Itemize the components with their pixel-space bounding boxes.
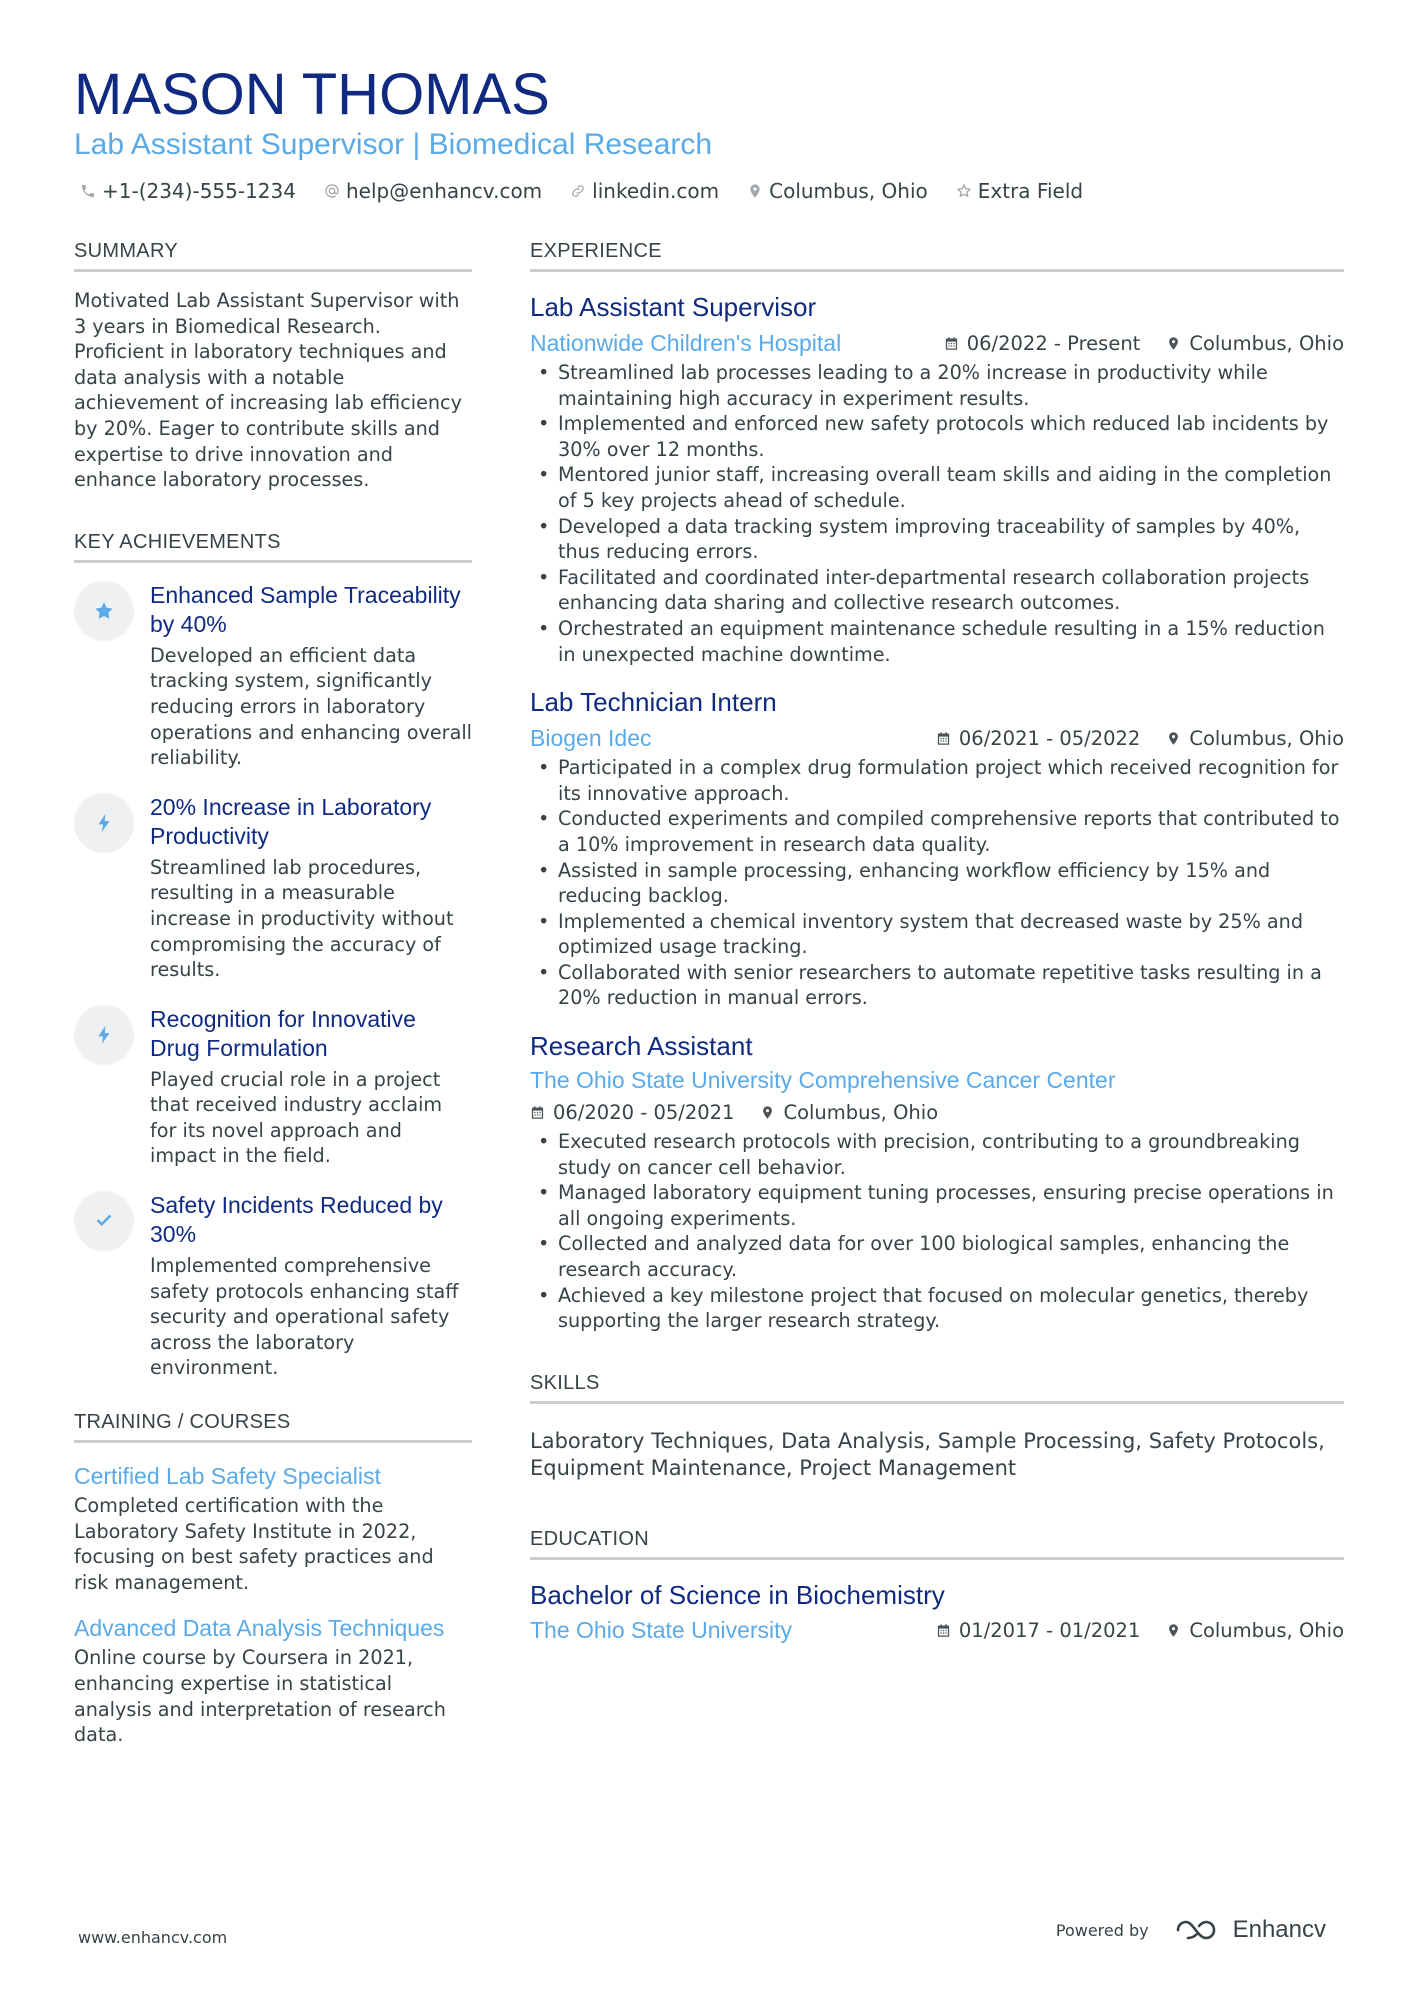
education-degree: Bachelor of Science in Biochemistry bbox=[530, 1579, 945, 1610]
bolt-icon bbox=[74, 793, 134, 853]
achievements-list bbox=[74, 581, 472, 1381]
bullet-item: • Implemented a chemical inventory system that decreased waste by 25% and optimized usage tracking. bbox=[530, 909, 1344, 960]
job-entry bbox=[530, 290, 1344, 667]
calendar-icon bbox=[936, 1623, 951, 1638]
job-dates bbox=[936, 727, 1140, 750]
course-title: Certified Lab Safety Specialist bbox=[74, 1463, 381, 1490]
education-meta bbox=[530, 1616, 1344, 1646]
bullet-item: • Collected and analyzed data for over 100 biological samples, enhancing the research accuracy. bbox=[530, 1231, 1344, 1282]
job-bullets bbox=[530, 360, 1344, 667]
section-title-education: EDUCATION bbox=[530, 1526, 1344, 1560]
job-title: Lab Assistant Supervisor bbox=[530, 292, 817, 322]
summary-text: Motivated Lab Assistant Supervisor with 3 years in Biomedical Research. Proficient in laboratory techniques and data analysis with a notable achievement of increasing lab efficiency by 20%. Eager to contribute skills and expertise to drive innovation and enhance laboratory processes. bbox=[74, 289, 462, 492]
candidate-subtitle: Lab Assistant Supervisor | Biomedical Research bbox=[74, 128, 713, 161]
achievement-title: 20% Increase in Laboratory Productivity bbox=[150, 793, 432, 849]
contact-phone[interactable] bbox=[80, 176, 296, 206]
contact-location bbox=[747, 176, 928, 206]
job-location bbox=[760, 1101, 938, 1124]
bullet-item: • Facilitated and coordinated inter-departmental research collaboration projects enhancing data sharing and collective research outcomes. bbox=[530, 565, 1344, 616]
achievement-title: Safety Incidents Reduced by 30% bbox=[150, 1192, 443, 1248]
job-meta bbox=[530, 328, 1344, 358]
map-pin-icon bbox=[1166, 336, 1181, 351]
extra-text: Extra Field bbox=[977, 179, 1084, 203]
job-title: Lab Technician Intern bbox=[530, 687, 777, 718]
section-title-summary: SUMMARY bbox=[74, 238, 472, 272]
course-desc: Completed certification with the Laboratory Safety Institute in 2022, focusing on best safety practices and risk management. bbox=[74, 1494, 434, 1594]
experience-section bbox=[530, 238, 1344, 1334]
check-icon bbox=[74, 1191, 134, 1251]
training-section bbox=[74, 1409, 472, 1748]
education-section bbox=[530, 1526, 1344, 1646]
bullet-item: • Managed laboratory equipment tuning processes, ensuring precise operations in all ongoing experiments. bbox=[530, 1180, 1344, 1231]
bolt-icon bbox=[74, 1005, 134, 1065]
location-text: Columbus, Ohio bbox=[769, 179, 928, 203]
link-icon bbox=[570, 183, 586, 199]
education-dates-text: 01/2017 - 01/2021 bbox=[958, 1619, 1141, 1643]
bullet-item: • Developed a data tracking system improving traceability of samples by 40%, thus reducing errors. bbox=[530, 514, 1344, 565]
achievement-title: Enhanced Sample Traceability by 40% bbox=[150, 581, 461, 637]
achievement-desc: Implemented comprehensive safety protocols enhancing staff security and operational safety across the laboratory environment. bbox=[150, 1254, 459, 1380]
job-bullets bbox=[530, 1129, 1344, 1334]
job-location bbox=[1166, 332, 1344, 355]
job-title: Research Assistant bbox=[530, 1031, 753, 1062]
brand-logo[interactable] bbox=[1175, 1916, 1326, 1944]
course-title: Advanced Data Analysis Techniques bbox=[74, 1615, 445, 1642]
section-title-training: TRAINING / COURSES bbox=[74, 1409, 472, 1443]
job-entry bbox=[530, 685, 1344, 1011]
bullet-item: • Streamlined lab processes leading to a 20% increase in productivity while maintaining high accuracy in experiment results. bbox=[530, 360, 1344, 411]
calendar-icon bbox=[944, 336, 959, 351]
bullet-item: • Implemented and enforced new safety protocols which reduced lab incidents by 30% over 12 months. bbox=[530, 411, 1344, 462]
education-dates bbox=[936, 1619, 1140, 1642]
achievements-section bbox=[74, 529, 472, 1381]
powered-by-text: Powered by bbox=[1055, 1920, 1149, 1940]
website-text: linkedin.com bbox=[592, 179, 720, 203]
section-title-skills: SKILLS bbox=[530, 1370, 1344, 1404]
achievement-item bbox=[74, 1005, 472, 1169]
at-icon bbox=[324, 183, 340, 199]
achievement-item bbox=[74, 793, 472, 983]
right-column bbox=[530, 238, 1344, 1646]
job-company: Biogen Idec bbox=[530, 724, 652, 751]
course-item bbox=[74, 1613, 472, 1747]
job-dates-text: 06/2021 - 05/2022 bbox=[958, 726, 1141, 750]
course-desc: Online course by Coursera in 2021, enhancing expertise in statistical analysis and interpretation of research data. bbox=[74, 1646, 446, 1747]
education-location-text: Columbus, Ohio bbox=[1189, 1619, 1344, 1643]
brand-name: Enhancv bbox=[1232, 1916, 1326, 1943]
achievement-item bbox=[74, 1191, 472, 1381]
section-title-experience: EXPERIENCE bbox=[530, 238, 1344, 272]
calendar-icon bbox=[936, 731, 951, 746]
achievement-item bbox=[74, 581, 472, 771]
section-title-achievements: KEY ACHIEVEMENTS bbox=[74, 529, 472, 563]
map-pin-icon bbox=[1166, 731, 1181, 746]
star-outline-icon bbox=[956, 183, 972, 199]
bullet-item: • Conducted experiments and compiled comprehensive reports that contributed to a 10% improvement in research data quality. bbox=[530, 806, 1344, 857]
map-pin-icon bbox=[1166, 1623, 1181, 1638]
job-location-text: Columbus, Ohio bbox=[1189, 331, 1344, 355]
job-meta bbox=[530, 723, 1344, 753]
job-meta bbox=[530, 1067, 1344, 1127]
job-bullets bbox=[530, 755, 1344, 1011]
footer-website[interactable]: www.enhancv.com bbox=[78, 1928, 228, 1947]
contact-website[interactable] bbox=[570, 176, 719, 206]
job-entry bbox=[530, 1029, 1344, 1334]
bullet-item: • Mentored junior staff, increasing overall team skills and aiding in the completion of 5 key projects ahead of schedule. bbox=[530, 462, 1344, 513]
map-pin-icon bbox=[747, 183, 763, 199]
skills-text: Laboratory Techniques, Data Analysis, Sample Processing, Safety Protocols, Equipment Maintenance, Project Management bbox=[530, 1428, 1325, 1480]
job-company: The Ohio State University Comprehensive Cancer Center bbox=[530, 1067, 1116, 1094]
achievement-desc: Developed an efficient data tracking system, significantly reducing errors in laboratory operations and enhancing overall reliability. bbox=[150, 643, 472, 770]
job-dates-text: 06/2022 - Present bbox=[966, 331, 1141, 355]
job-company: Nationwide Children's Hospital bbox=[530, 329, 842, 356]
job-meta-row bbox=[530, 1097, 1344, 1127]
enhancv-logo-icon bbox=[1175, 1917, 1221, 1943]
job-location-text: Columbus, Ohio bbox=[1189, 726, 1344, 750]
achievement-title: Recognition for Innovative Drug Formulation bbox=[150, 1005, 416, 1061]
job-dates bbox=[944, 332, 1141, 355]
contact-email[interactable] bbox=[324, 176, 542, 206]
phone-icon bbox=[80, 183, 96, 199]
job-dates-text: 06/2020 - 05/2021 bbox=[553, 1100, 735, 1124]
star-icon bbox=[74, 581, 134, 641]
course-item bbox=[74, 1461, 472, 1595]
bullet-item: • Participated in a complex drug formulation project which received recognition for its innovative approach. bbox=[530, 755, 1344, 806]
map-pin-icon bbox=[760, 1105, 775, 1120]
education-entry bbox=[530, 1578, 1344, 1646]
skills-section bbox=[530, 1370, 1344, 1482]
footer-branding bbox=[1056, 1916, 1326, 1944]
job-dates bbox=[530, 1101, 734, 1124]
achievement-desc: Streamlined lab procedures, resulting in a measurable increase in productivity without compromising the accuracy of results. bbox=[150, 855, 454, 982]
contact-extra bbox=[956, 176, 1083, 206]
contact-bar bbox=[80, 176, 1111, 206]
bullet-item: • Achieved a key milestone project that focused on molecular genetics, thereby supporting the larger research strategy. bbox=[530, 1283, 1344, 1334]
candidate-name: MASON THOMAS bbox=[74, 62, 550, 127]
education-school: The Ohio State University bbox=[530, 1617, 793, 1644]
bullet-item: • Assisted in sample processing, enhancing workflow efficiency by 15% and reducing backlog. bbox=[530, 858, 1344, 909]
bullet-item: • Orchestrated an equipment maintenance schedule resulting in a 15% reduction in unexpected machine downtime. bbox=[530, 616, 1344, 667]
achievement-desc: Played crucial role in a project that received industry acclaim for its novel approach and impact in the field. bbox=[150, 1067, 443, 1168]
job-location-text: Columbus, Ohio bbox=[783, 1100, 939, 1124]
bullet-item: • Executed research protocols with precision, contributing to a groundbreaking study on cancer cell behavior. bbox=[530, 1129, 1344, 1180]
bullet-item: • Collaborated with senior researchers to automate repetitive tasks resulting in a 20% reduction in manual errors. bbox=[530, 960, 1344, 1011]
calendar-icon bbox=[530, 1105, 545, 1120]
summary-section bbox=[74, 238, 472, 493]
job-location bbox=[1166, 727, 1344, 750]
email-text: help@enhancv.com bbox=[345, 179, 543, 203]
education-location bbox=[1166, 1619, 1344, 1642]
phone-text: +1-(234)-555-1234 bbox=[102, 179, 296, 203]
left-column bbox=[74, 238, 472, 1748]
